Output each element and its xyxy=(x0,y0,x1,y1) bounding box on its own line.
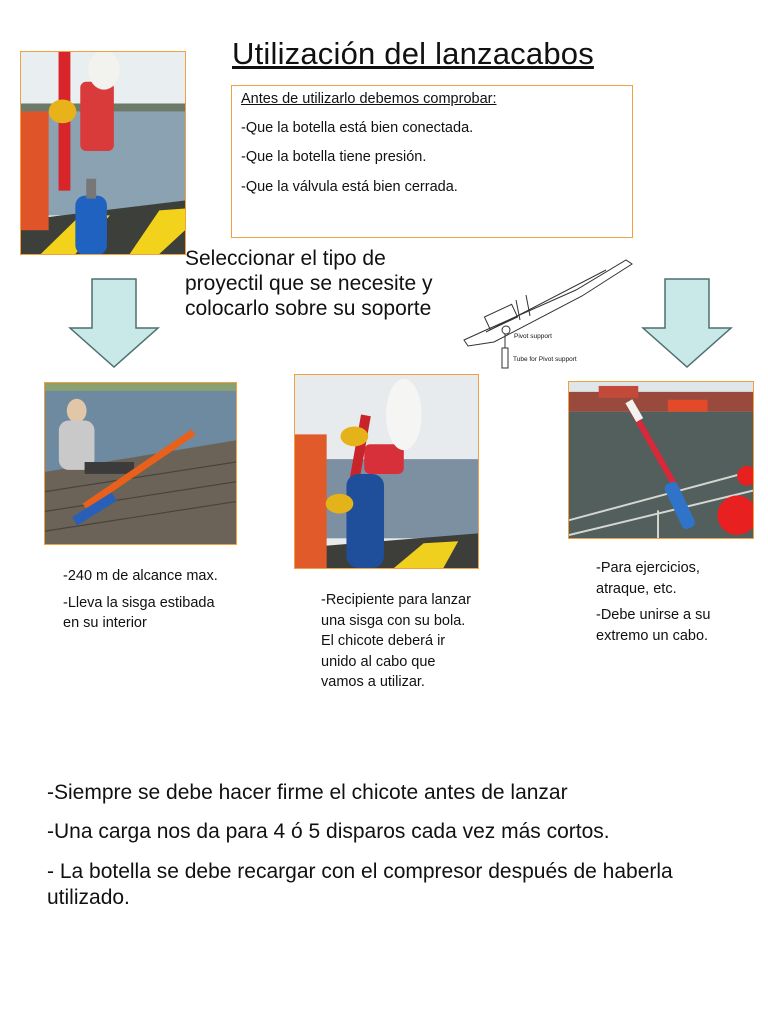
note-line: - La botella se debe recargar con el compresor después de haberla utilizado. xyxy=(47,859,673,909)
dock-launcher-photo xyxy=(44,382,237,545)
caption-text: -Lleva la sisga estibada en su interior xyxy=(63,594,215,632)
checklist-item: -Que la botella tiene presión. xyxy=(241,149,427,165)
diagram-label-tube: Tube for Pivot support xyxy=(513,356,577,363)
launcher-diagram xyxy=(456,250,641,370)
diagram-label-pivot: Pivot support xyxy=(514,333,552,340)
checklist-item: -Que la botella está bien conectada. xyxy=(241,119,474,136)
checklist-item: -Que la válvula está bien cerrada. xyxy=(241,178,458,195)
select-projectile-instruction: Seleccionar el tipo de proyectil que se necesite y colocarlo sobre su soporte xyxy=(185,247,433,321)
checklist-header: Antes de utilizarlo debemos comprobar: xyxy=(241,91,497,107)
caption-left xyxy=(63,566,223,640)
checklist-box xyxy=(231,85,633,238)
down-arrow-icon xyxy=(641,278,733,368)
caption-text: -240 m de alcance max. xyxy=(63,568,218,584)
caption-text: -Recipiente para lanzar una sisga con su bola. El chicote deberá ir unido al cabo que vamos a utilizar. xyxy=(321,592,471,691)
launcher-bottle-photo xyxy=(20,51,186,255)
caption-center xyxy=(321,590,471,699)
hand-launcher-photo xyxy=(294,374,479,569)
caption-right xyxy=(596,558,746,652)
bottom-notes xyxy=(47,780,747,924)
note-line: -Siempre se debe hacer firme el chicote antes de lanzar xyxy=(47,781,568,804)
harbour-launcher-photo xyxy=(568,381,754,539)
caption-text: -Para ejercicios, atraque, etc. xyxy=(596,560,700,597)
caption-text: -Debe unirse a su extremo un cabo. xyxy=(596,607,711,644)
note-line: -Una carga nos da para 4 ó 5 disparos cada vez más cortos. xyxy=(47,820,610,844)
down-arrow-icon xyxy=(68,278,160,368)
page-title: Utilización del lanzacabos xyxy=(232,36,594,71)
